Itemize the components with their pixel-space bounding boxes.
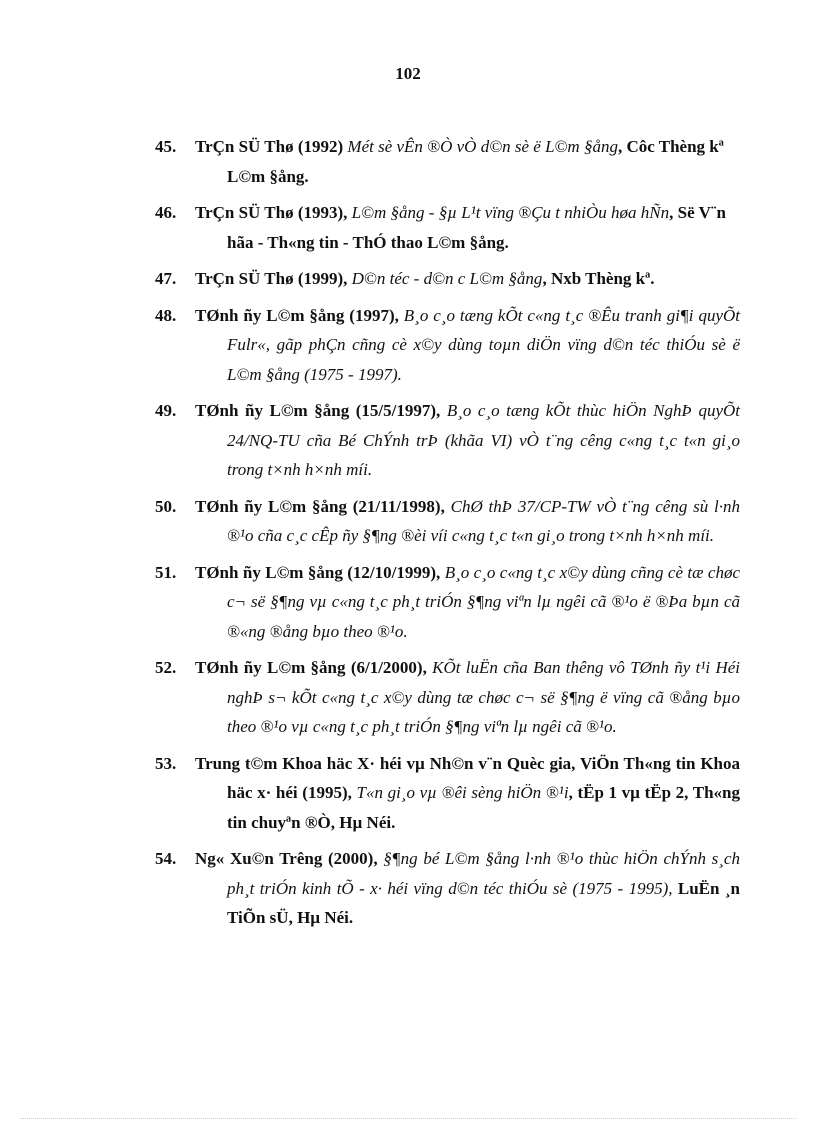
reference-item bbox=[155, 558, 740, 647]
reference-publisher: , Së V¨n hãa - Th«ng tin - ThÓ thao L©m §ång. bbox=[227, 203, 726, 252]
reference-author: TrÇn SÜ Thø (1993), bbox=[195, 203, 352, 222]
reference-item bbox=[155, 132, 740, 191]
reference-number: 52. bbox=[155, 658, 177, 677]
reference-title: B¸o c¸o tæng kÕt c«ng t¸c ®Êu tranh gi¶i quyÕt Fulr«, gãp phÇn cñng cè x©y dùng toµn diÖn vïng d©n téc thiÓu sè ë L©m §ång (1975 - 1997). bbox=[227, 305, 740, 384]
page-bottom-rule bbox=[20, 1118, 796, 1119]
reference-author: TØnh ñy L©m §ång (6/1/2000), bbox=[195, 658, 433, 677]
reference-author: TØnh ñy L©m §ång (21/11/1998), bbox=[195, 496, 451, 516]
reference-item bbox=[155, 749, 740, 838]
reference-title: Mét sè vÊn ®Ò vÒ d©n sè ë L©m §ång bbox=[347, 137, 618, 156]
reference-author: Ng« Xu©n Trêng (2000), bbox=[195, 849, 384, 868]
reference-author: TØnh ñy L©m §ång (15/5/1997), bbox=[195, 401, 447, 420]
reference-number: 53. bbox=[155, 753, 177, 773]
reference-number: 51. bbox=[155, 562, 177, 582]
reference-publisher: , tËp 1 vµ tËp 2, Th«ng tin chuyªn ®Ò, Hµ Néi. bbox=[227, 783, 740, 832]
reference-author: Trung t©m Khoa häc X· héi vµ Nh©n v¨n Quèc gia, ViÖn Th«ng tin Khoa häc x· héi (1995), bbox=[195, 753, 740, 802]
reference-title: B¸o c¸o c«ng t¸c x©y dùng cñng cè tæ chøc c¬ së §¶ng vµ c«ng t¸c ph¸t triÓn §¶ng viªn lµ ngêi cã ®¹o ë ®Þa bµn cã ®«ng ®ång bµo theo ®¹o. bbox=[227, 562, 740, 641]
reference-author: TØnh ñy L©m §ång (12/10/1999), bbox=[195, 562, 445, 582]
reference-title: ChØ thÞ 37/CP-TW vÒ t¨ng cêng sù l·nh ®¹o cña c¸c cÊp ñy §¶ng ®èi víi c«ng t¸c t«n gi¸o trong t×nh h×nh míi. bbox=[227, 496, 740, 545]
reference-title: KÕt luËn cña Ban thêng vô TØnh ñy t¹i Héi nghÞ s¬ kÕt c«ng t¸c x©y dùng tæ chøc c¬ së §¶ng ë vïng cã ®ång bµo theo ®¹o vµ c«ng t¸c ph¸t triÓn §¶ng viªn lµ ngêi cã ®¹o. bbox=[227, 658, 740, 736]
reference-number: 45. bbox=[155, 137, 177, 156]
reference-number: 50. bbox=[155, 496, 177, 516]
reference-title: §¶ng bé L©m §ång l·nh ®¹o thùc hiÖn chÝnh s¸ch ph¸t triÓn kinh tÕ - x· héi vïng d©n téc thiÓu sè (1975 - 1995), bbox=[227, 849, 740, 898]
reference-number: 47. bbox=[155, 269, 177, 288]
reference-author: TrÇn SÜ Thø (1999), bbox=[195, 269, 352, 288]
reference-publisher: , Nxb Thèng kª. bbox=[542, 269, 655, 288]
reference-item bbox=[155, 844, 740, 933]
reference-title: L©m §ång - §µ L¹t vïng ®Çu t nhiÒu høa hÑn bbox=[351, 203, 670, 222]
reference-item bbox=[155, 396, 740, 485]
reference-item bbox=[155, 492, 740, 551]
reference-item bbox=[155, 653, 740, 742]
page-number: 102 bbox=[395, 64, 421, 83]
reference-number: 49. bbox=[155, 401, 177, 420]
reference-title: D©n téc - d©n c L©m §ång bbox=[351, 269, 543, 288]
reference-title: T«n gi¸o vµ ®êi sèng hiÖn ®¹i bbox=[356, 783, 569, 802]
reference-author: TØnh ñy L©m §ång (1997), bbox=[195, 305, 404, 325]
reference-author: TrÇn SÜ Thø (1992) bbox=[195, 137, 348, 156]
reference-item bbox=[155, 264, 740, 294]
reference-item bbox=[155, 198, 740, 257]
reference-publisher: LuËn ¸n TiÕn sÜ, Hµ Néi. bbox=[227, 878, 740, 927]
reference-number: 46. bbox=[155, 203, 177, 222]
reference-item bbox=[155, 301, 740, 390]
reference-title: B¸o c¸o tæng kÕt thùc hiÖn NghÞ quyÕt 24/NQ-TU cña Bé ChÝnh trÞ (khãa VI) vÒ t¨ng cêng c«ng t¸c t«n gi¸o trong t×nh h×nh míi. bbox=[227, 401, 740, 479]
reference-number: 54. bbox=[155, 849, 177, 868]
reference-publisher: , Côc Thèng kª L©m §ång. bbox=[227, 137, 724, 186]
reference-list bbox=[155, 132, 740, 940]
reference-number: 48. bbox=[155, 305, 177, 325]
